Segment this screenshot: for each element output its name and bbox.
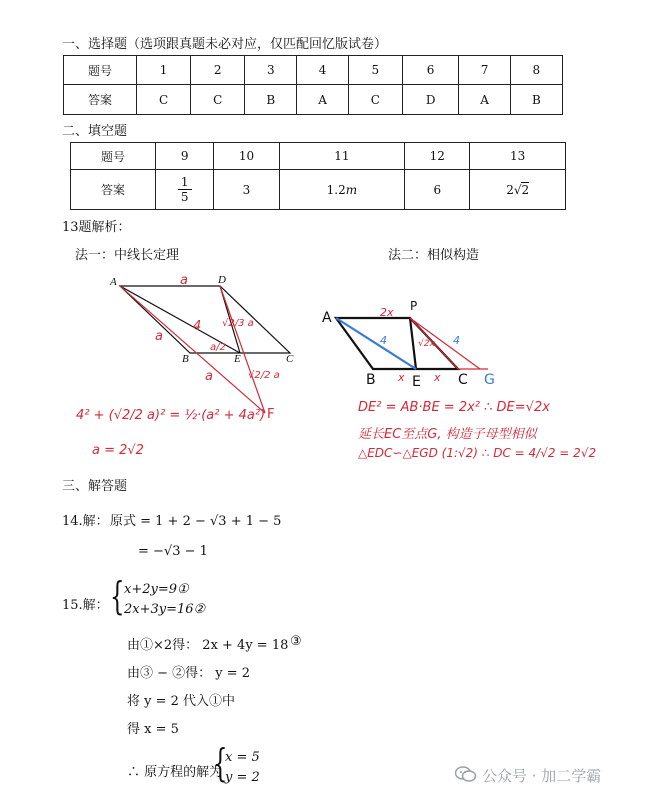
section-2-title: 二、填空题 xyxy=(62,124,128,139)
method-2-line-3: △EDC∽△EGD (1:√2) ∴ DC = 4/√2 = 2√2 xyxy=(358,446,597,460)
method-1-equation: 4² + (√2/2 a)² = ½·(a² + 4a²) xyxy=(76,408,266,423)
section-3-title: 三、解答题 xyxy=(62,479,128,494)
table-cell: 9 xyxy=(156,143,214,170)
mark-ec: x xyxy=(434,371,441,384)
q15-step-1-tag: ③ xyxy=(290,634,302,649)
row-label-number: 题号 xyxy=(71,143,156,170)
table-cell: B xyxy=(510,85,562,115)
table-cell: 1 xyxy=(137,56,191,85)
table-cell: 10 xyxy=(214,143,279,170)
label-b: B xyxy=(182,353,189,365)
q15-step-3: 将 y = 2 代入①中 xyxy=(127,694,236,709)
label-a: A xyxy=(110,276,117,288)
segment-pe xyxy=(410,318,416,369)
table-cell: 6 xyxy=(402,56,458,85)
table-cell: 13 xyxy=(470,143,566,170)
table-cell: A xyxy=(297,85,348,115)
q15-result-y: y = 2 xyxy=(225,770,260,785)
table-cell: B xyxy=(245,85,297,115)
table-cell: A xyxy=(459,85,510,115)
mark-ab: a xyxy=(155,329,163,344)
q15-system-eq-2: 2x+3y=16② xyxy=(124,602,206,617)
q13-heading: 13题解析： xyxy=(62,220,131,235)
wechat-icon xyxy=(455,765,477,783)
method-2-title: 法二：相似构造 xyxy=(388,248,480,263)
q15-result-prefix: ∴ 原方程的解为 xyxy=(127,765,223,780)
mark-ap: 2x xyxy=(380,306,394,319)
fill-answer-table xyxy=(70,142,566,210)
method-2-line-1: DE² = AB·BE = 2x² ∴ DE=√2x xyxy=(358,400,550,415)
mark-pg: 4 xyxy=(453,334,460,347)
table-cell: 4 xyxy=(297,56,348,85)
answer-9 xyxy=(156,170,214,210)
label-f: F xyxy=(267,407,275,422)
answer-12: 6 xyxy=(405,170,470,210)
label-g: G xyxy=(484,372,495,388)
q15-system-eq-1: x+2y=9① xyxy=(124,582,189,597)
table-cell: 5 xyxy=(348,56,402,85)
label-e: E xyxy=(234,353,241,365)
label-d: D xyxy=(218,274,226,286)
table-cell: 12 xyxy=(405,143,470,170)
table-cell: 7 xyxy=(459,56,510,85)
watermark-text: 公众号 · 加二学霸 xyxy=(482,767,602,785)
q15-label: 15.解： xyxy=(62,598,109,613)
table-cell: 3 xyxy=(245,56,297,85)
system-brace: { xyxy=(110,574,125,618)
fraction: $\frac{1}{5}$ xyxy=(178,175,192,204)
choice-answer-table xyxy=(63,55,563,115)
answer-13: 2√2 xyxy=(470,170,566,210)
table-cell: 2 xyxy=(191,56,245,85)
row-label-answer: 答案 xyxy=(71,170,156,210)
figure-method-2 xyxy=(318,296,518,396)
q14-label: 14.解： xyxy=(62,514,109,529)
row-label-number: 题号 xyxy=(64,56,137,85)
table-cell: 11 xyxy=(279,143,405,170)
mark-ef: a xyxy=(205,369,213,384)
method-2-line-2: 延长EC至点G, 构造子母型相似 xyxy=(358,427,537,442)
answer-10: 3 xyxy=(214,170,279,210)
mark-be: a/2 xyxy=(210,342,226,353)
table-cell: C xyxy=(191,85,245,115)
label-b: B xyxy=(366,372,376,388)
method-1-title: 法一：中线长定理 xyxy=(75,248,180,263)
label-c: C xyxy=(458,372,468,388)
figure-method-1 xyxy=(70,268,320,468)
parallelogram-abcd xyxy=(120,286,290,353)
table-cell: 8 xyxy=(510,56,562,85)
label-p: P xyxy=(410,299,418,313)
table-cell: C xyxy=(137,85,191,115)
label-c: C xyxy=(286,353,294,365)
table-cell: C xyxy=(348,85,402,115)
label-a: A xyxy=(322,310,332,326)
section-1-title: 一、选择题（选项跟真题未必对应，仅匹配回忆版试卷） xyxy=(62,37,388,52)
table-cell: D xyxy=(402,85,458,115)
label-e: E xyxy=(412,374,421,390)
q15-step-4: 得 x = 5 xyxy=(127,722,179,737)
row-label-answer: 答案 xyxy=(64,85,137,115)
q15-step-2: 由③ − ②得： y = 2 xyxy=(127,666,251,681)
answer-11: 1.2m xyxy=(279,170,405,210)
method-1-result: a = 2√2 xyxy=(92,443,144,458)
mark-pe: √2x xyxy=(418,339,435,349)
q14-line-2: = −√3 − 1 xyxy=(138,544,208,559)
result-brace: { xyxy=(213,741,228,785)
mark-de: √2/3 a xyxy=(222,318,254,329)
q14-line-1: 原式 = 1 + 2 − √3 + 1 − 5 xyxy=(110,514,282,529)
segment-af xyxy=(120,286,265,413)
mark-be: x xyxy=(398,371,405,384)
mark-df: √2/2 a xyxy=(248,370,280,381)
segment-ae xyxy=(336,318,416,369)
mark-ad: a xyxy=(180,273,188,288)
parallelogram-apcb xyxy=(336,318,458,369)
mark-ae: 4 xyxy=(193,319,202,334)
mark-ae: 4 xyxy=(380,334,387,347)
q15-result-x: x = 5 xyxy=(225,750,260,765)
q15-step-1: 由①×2得： 2x + 4y = 18 xyxy=(127,638,289,653)
